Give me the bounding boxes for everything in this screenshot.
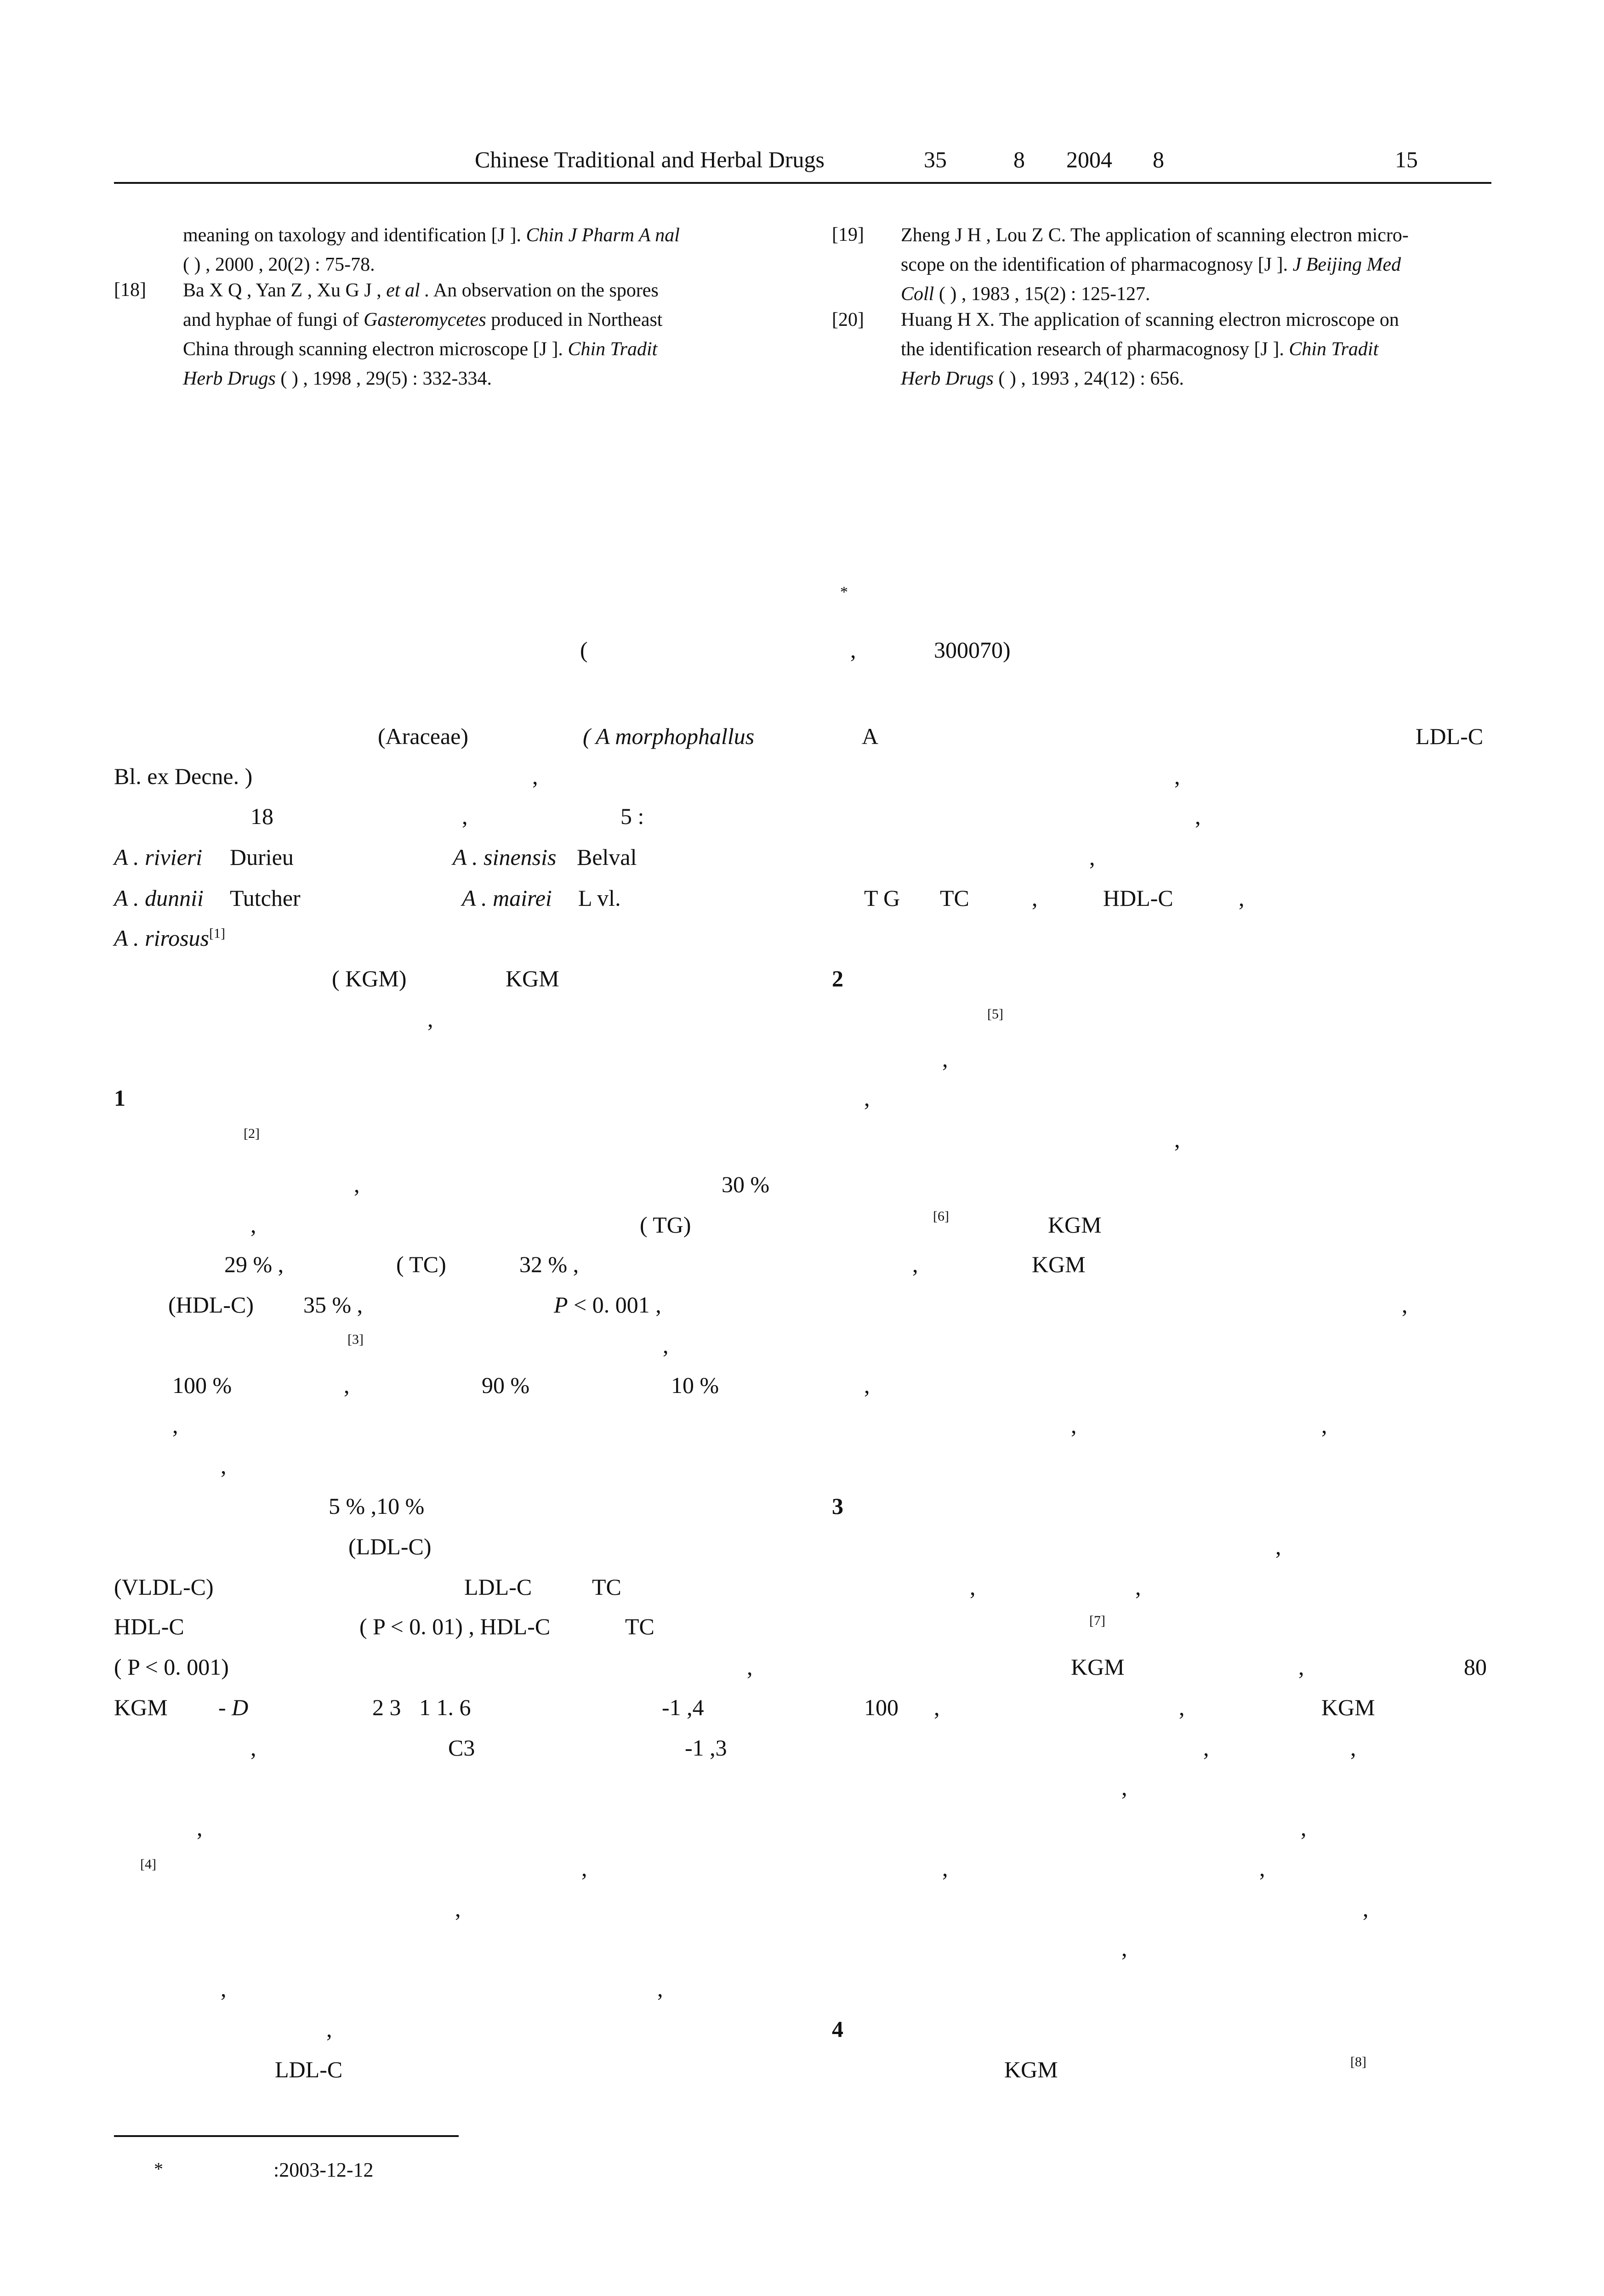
text-kgm: KGM (1321, 1694, 1375, 1720)
comma: , (1121, 1774, 1127, 1800)
comma: , (934, 1694, 940, 1720)
species-rivieri: A . rivieri (114, 844, 203, 870)
species-rirosus: A . rirosus[1] (114, 925, 225, 951)
comma: , (1071, 1412, 1077, 1438)
text-hdl: HDL-C (1103, 885, 1173, 911)
p-value: P < 0. 001 , (554, 1292, 661, 1318)
ref18-line1: Ba X Q , Yan Z , Xu G J , et al . An observation on the spores (183, 280, 659, 301)
ref18-number: [18] (114, 279, 146, 301)
text-kgm: KGM (506, 966, 559, 991)
ref17-line1: meaning on taxology and identification [J ]. Chin J Pharm A nal (183, 225, 680, 246)
comma: , (663, 1332, 669, 1358)
ref18-line4: Herb Drugs ( ) , 1998 , 29(5) : 332-334. (183, 368, 492, 389)
section-2-heading: 2 (832, 966, 843, 991)
comma: , (221, 1453, 227, 1478)
comma: , (1174, 763, 1180, 789)
citation-5: [5] (987, 1006, 1003, 1022)
text-30pct: 30 % (722, 1171, 770, 1197)
comma: , (1239, 885, 1245, 911)
p-value: ( P < 0. 001) (114, 1654, 229, 1680)
comma: , (581, 1855, 587, 1881)
species-dunnii: A . dunnii (114, 885, 204, 911)
text-c3: C3 (448, 1735, 475, 1761)
header-rule (114, 182, 1491, 184)
text-pct-range: 5 % ,10 % (329, 1493, 425, 1519)
citation-4: [4] (140, 1857, 156, 1872)
footnote-asterisk: * (154, 2159, 163, 2179)
text-tg: T G (864, 885, 900, 911)
text-ldl: LDL-C (275, 2057, 343, 2082)
comma: , (1203, 1735, 1209, 1761)
text-a: A (862, 723, 879, 749)
comma: , (455, 1896, 461, 1921)
comma: , (657, 1976, 663, 2001)
text-bl-decne: Bl. ex Decne. ) (114, 763, 253, 789)
text-32pct: 32 % , (519, 1251, 579, 1277)
comma: , (250, 1212, 256, 1238)
linkage-1-4: -1 ,4 (662, 1694, 704, 1720)
citation-8: [8] (1350, 2054, 1366, 2069)
comma: , (1174, 1126, 1180, 1152)
comma: , (942, 1855, 948, 1881)
author-belval: Belval (577, 844, 637, 870)
comma: , (1321, 1412, 1327, 1438)
comma: , (1179, 1694, 1185, 1720)
comma: , (1275, 1534, 1281, 1559)
p-value: ( P < 0. 01) , HDL-C (359, 1614, 551, 1639)
ref18-line2: and hyphae of fungi of Gasteromycetes produced in Northeast (183, 309, 663, 330)
citation-6: [6] (933, 1209, 949, 1224)
comma: , (172, 1412, 178, 1438)
text-35pct: 35 % , (303, 1292, 363, 1318)
comma: , (1350, 1735, 1356, 1761)
ref20-line1: Huang H X. The application of scanning electron microscope on (901, 309, 1399, 330)
ratio-1-1-6: 1 1. 6 (419, 1694, 471, 1720)
title-asterisk: * (840, 584, 848, 601)
comma: , (747, 1654, 753, 1680)
text-tc: TC (592, 1574, 621, 1600)
text-hdl: HDL-C (114, 1614, 184, 1639)
text-araceae: (Araceae) (378, 723, 469, 749)
text-tg: ( TG) (640, 1212, 691, 1238)
comma: , (912, 1251, 918, 1277)
section-4-heading: 4 (832, 2016, 843, 2042)
affiliation-comma: , (850, 637, 856, 663)
comma: , (197, 1815, 203, 1841)
text-kgm: KGM (114, 1694, 168, 1720)
comma: , (1363, 1896, 1369, 1921)
comma: , (1135, 1574, 1141, 1600)
ref18-line3: China through scanning electron microscope [J ]. Chin Tradit (183, 339, 658, 360)
comma: , (326, 2016, 332, 2042)
text-kgm: KGM (1071, 1654, 1125, 1680)
text-29pct: 29 % , (224, 1251, 284, 1277)
comma: , (462, 803, 468, 829)
text-amorphophallus: ( A morphophallus (583, 723, 755, 749)
text-10pct: 10 % (671, 1372, 719, 1398)
linkage-1-3: -1 ,3 (685, 1735, 727, 1761)
ref20-number: [20] (832, 309, 864, 330)
text-ldl: (LDL-C) (348, 1534, 432, 1559)
comma: , (1298, 1654, 1304, 1680)
year: 2004 (1066, 147, 1112, 172)
ref20-line3: Herb Drugs ( ) , 1993 , 24(12) : 656. (901, 368, 1184, 389)
postcode: 300070) (934, 637, 1011, 663)
species-sinensis: A . sinensis (453, 844, 557, 870)
comma: , (1259, 1855, 1265, 1881)
month: 8 (1153, 147, 1164, 172)
comma: , (532, 763, 538, 789)
text-tc: TC (625, 1614, 654, 1639)
comma: , (344, 1372, 350, 1398)
comma: , (864, 1372, 870, 1398)
comma: , (250, 1735, 256, 1761)
comma: , (942, 1046, 948, 1072)
comma: , (221, 1976, 227, 2001)
comma: , (354, 1171, 360, 1197)
comma: , (1032, 885, 1038, 911)
section-3-heading: 3 (832, 1493, 843, 1519)
comma: , (1402, 1292, 1408, 1318)
text-kgm: KGM (1048, 1212, 1102, 1238)
comma: , (1089, 844, 1095, 870)
text-90pct: 90 % (482, 1372, 530, 1398)
text-100: 100 (864, 1694, 899, 1720)
text-vldl: (VLDL-C) (114, 1574, 214, 1600)
received-date: :2003-12-12 (273, 2159, 374, 2181)
ref20-line2: the identification research of pharmacognosy [J ]. Chin Tradit (901, 339, 1379, 360)
comma: , (1121, 1935, 1127, 1961)
ref17-line2: ( ) , 2000 , 20(2) : 75-78. (183, 254, 375, 275)
text-tc: TC (940, 885, 969, 911)
text-kgm-paren: ( KGM) (332, 966, 407, 991)
text-d: - D (218, 1694, 249, 1720)
affiliation-paren: ( (580, 637, 588, 663)
author-durieu: Durieu (230, 844, 294, 870)
ref19-line1: Zheng J H , Lou Z C. The application of scanning electron micro- (901, 225, 1409, 246)
volume: 35 (924, 147, 947, 172)
text-kgm: KGM (1004, 2057, 1058, 2082)
author-lvl: L vl. (578, 885, 621, 911)
text-ldl: LDL-C (464, 1574, 532, 1600)
ref19-number: [19] (832, 224, 864, 245)
section-1-heading: 1 (114, 1085, 125, 1111)
comma: , (1195, 803, 1201, 829)
citation-3: [3] (347, 1332, 364, 1347)
species-mairei: A . mairei (462, 885, 552, 911)
text-100pct: 100 % (172, 1372, 232, 1398)
comma: , (1301, 1815, 1307, 1841)
text-5: 5 : (620, 803, 644, 829)
ref19-line2: scope on the identification of pharmacognosy [J ]. J Beijing Med (901, 254, 1401, 275)
footnote-rule (114, 2135, 459, 2137)
comma: , (970, 1574, 976, 1600)
author-tutcher: Tutcher (230, 885, 301, 911)
journal-title: Chinese Traditional and Herbal Drugs (475, 147, 825, 172)
text-18: 18 (250, 803, 273, 829)
text-ldl: LDL-C (1416, 723, 1484, 749)
text-hdl: (HDL-C) (168, 1292, 254, 1318)
citation-2: [2] (244, 1126, 260, 1141)
comma: , (427, 1006, 433, 1032)
text-kgm: KGM (1032, 1251, 1086, 1277)
citation-7: [7] (1089, 1613, 1105, 1628)
text-tc: ( TC) (396, 1251, 446, 1277)
page-number: 15 (1395, 147, 1418, 172)
ratio-2-3: 2 3 (372, 1694, 401, 1720)
text-80: 80 (1464, 1654, 1487, 1680)
issue: 8 (1013, 147, 1025, 172)
comma: , (864, 1085, 870, 1111)
ref19-line3: Coll ( ) , 1983 , 15(2) : 125-127. (901, 284, 1150, 305)
